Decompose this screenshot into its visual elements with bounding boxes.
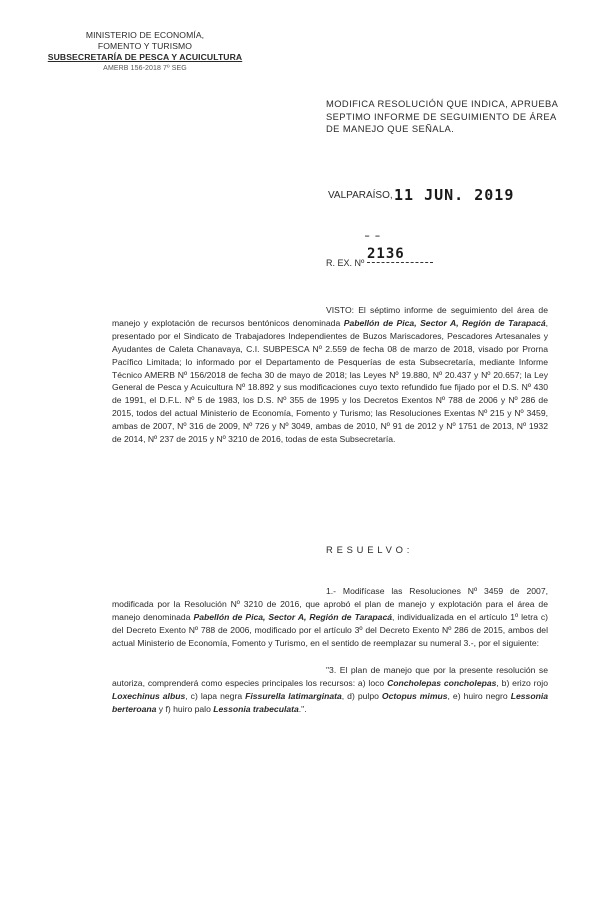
point-1-paragraph xyxy=(112,585,548,650)
quote-text-f: y f) huiro palo xyxy=(156,703,214,714)
reference-code: AMERB 156-2018 7º SEG xyxy=(103,65,187,72)
visto-text-a: VISTO: El séptimo informe de seguimiento del área de manejo y explotación de recursos bentónicos denominada xyxy=(112,305,548,328)
quote-text-a: "3. El plan de manejo que por la presente resolución se autoriza, comprenderá como especies principales los recursos: a) loco xyxy=(112,665,548,688)
exento-number-field xyxy=(365,232,433,263)
point1-text-b: , individualizada en el artículo 1º letra c) del Decreto Exento Nº 788 de 2006, modificado por el artículo 3º del Decreto Exento Nº 286 de 2015, ambos del actual Ministerio de Economía, Fomento y Turismo, en el sentido de reemplazar su numeral 3.-, por el siguiente: xyxy=(112,611,549,648)
exento-label: R. EX. Nº xyxy=(326,258,365,268)
document-title: MODIFICA RESOLUCIÓN QUE INDICA, APRUEBA SEPTIMO INFORME DE SEGUIMIENTO DE ÁREA DE MANEJO QUE SEÑALA. xyxy=(326,98,558,134)
visto-area-name: Pabellón de Pica, Sector A, Región de Tarapacá xyxy=(343,317,546,328)
quote-text-b: , b) erizo rojo xyxy=(496,677,548,688)
quote-text-d: , d) pulpo xyxy=(341,690,382,701)
place-label: VALPARAÍSO, xyxy=(328,190,393,201)
quote-text-c: , c) lapa negra xyxy=(185,690,246,701)
visto-text-b: , presentado por el Sindicato de Trabajadores Independientes de Buzos Mariscadores, Pescadores Artesanales y Ayudantes de Caleta Chanavaya, C.I. SUBPESCA Nº 2.559 de fecha 08 de marzo de 2018, visado por Prorna Pacífico Limitada; lo informado por el Departamento de Pesquerías de esta Subsecretaría, mediante Informe Técnico AMERB Nº 156/2018 de fecha 30 de mayo de 2018; las Leyes Nº 19.880, Nº 20.437 y Nº 20.657; la Ley General de Pesca y Acuicultura Nº 18.892 y sus modificaciones cuyo texto refundido fue fijado por el D.S. Nº 430 de 1991, el D.F.L. Nº 5 de 1983, los D.S. Nº 355 de 1995 y los Decretos Exentos Nº 788 de 2006 y Nº 286 de 2015, todos del actual Ministerio de Economía, Fomento y Turismo; las Resoluciones Exentas Nº 215 y Nº 3459, ambas de 2007, Nº 316 de 2009, Nº 726 y Nº 3049, ambas de 2010, Nº 91 de 2012 y Nº 1751 de 2013, Nº 1932 de 2014, Nº 237 de 2015 y Nº 3210 de 2016, todas de esta Subsecretaría. xyxy=(112,317,548,445)
visto-paragraph xyxy=(112,304,548,446)
species-lessonia-berteroana: Lessonia berteroana xyxy=(112,690,548,714)
species-concholepas: Concholepas concholepas xyxy=(387,677,497,688)
quoted-numeral-paragraph xyxy=(112,664,548,716)
letterhead xyxy=(40,30,250,74)
ministry-line-2: FOMENTO Y TURISMO xyxy=(97,41,193,51)
quote-text-e: , e) huiro negro xyxy=(447,690,511,701)
exento-number: 2136 xyxy=(367,246,405,262)
species-lessonia-trabeculata: Lessonia trabeculata xyxy=(213,703,299,714)
ministry-line-1: MINISTERIO DE ECONOMÍA, xyxy=(85,30,205,40)
date-stamp: 11 JUN. 2019 xyxy=(394,186,515,204)
exento-prefix: — — xyxy=(365,232,381,240)
resuelvo-heading: RESUELVO: xyxy=(326,544,414,555)
subsecretaria-line: SUBSECRETARÍA DE PESCA Y ACUICULTURA xyxy=(47,52,243,62)
point1-area-name: Pabellón de Pica, Sector A, Región de Tarapacá xyxy=(193,611,393,622)
quote-text-g: .". xyxy=(298,703,307,714)
species-loxechinus: Loxechinus albus xyxy=(112,690,186,701)
point1-text-a: 1.- Modifícase las Resoluciones Nº 3459 de 2007, modificada por la Resolución Nº 3210 de 2016, que aprobó el plan de manejo y explotación para el área de manejo denominada xyxy=(112,586,548,622)
species-octopus: Octopus mimus xyxy=(381,690,448,701)
species-fissurella: Fissurella latimarginata xyxy=(245,690,342,701)
